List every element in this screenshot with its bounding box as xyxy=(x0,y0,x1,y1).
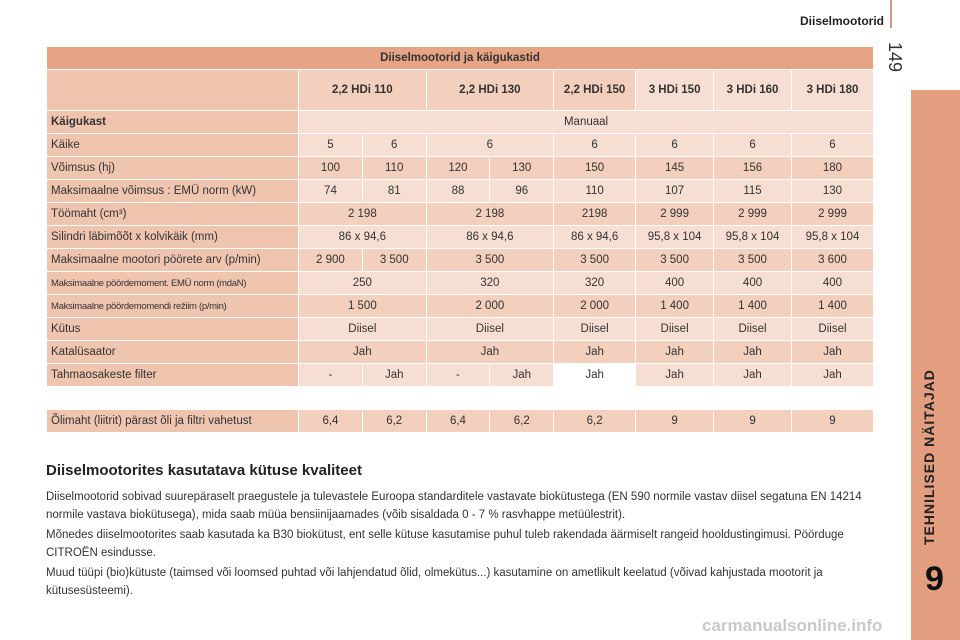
table-row xyxy=(47,410,873,432)
cell: 3 500 xyxy=(363,249,426,271)
cell: 6,4 xyxy=(299,410,362,432)
cell: 6 xyxy=(554,134,635,156)
table-row xyxy=(47,180,873,202)
chapter-side-band xyxy=(911,90,960,640)
cell: 96 xyxy=(490,180,553,202)
row-label: Käike xyxy=(47,134,298,156)
table-row xyxy=(47,157,873,179)
table-row xyxy=(47,134,873,156)
row-label: Kütus xyxy=(47,318,298,340)
model-header: 3 HDi 160 xyxy=(714,70,791,110)
cell: Diisel xyxy=(636,318,713,340)
chapter-number: 9 xyxy=(925,560,944,598)
cell: Jah xyxy=(585,369,604,381)
table-header-row xyxy=(47,70,873,110)
cell: 74 xyxy=(299,180,362,202)
cell: 320 xyxy=(554,272,635,294)
model-header: 3 HDi 150 xyxy=(636,70,713,110)
row-label: Silindri läbimõõt x kolvikäik (mm) xyxy=(47,226,298,248)
cell: Diisel xyxy=(554,318,635,340)
model-header: 3 HDi 180 xyxy=(792,70,873,110)
cell: 250 xyxy=(299,272,426,294)
cell: 2 000 xyxy=(554,295,635,317)
cell: Diisel xyxy=(427,318,554,340)
cell: 6 xyxy=(427,134,554,156)
cell: Diisel xyxy=(792,318,873,340)
cell: Jah xyxy=(636,364,713,386)
watermark-text: carmanualsonline.info xyxy=(702,616,883,635)
cell: 100 xyxy=(299,157,362,179)
cell: 95,8 x 104 xyxy=(792,226,873,248)
row-label: Maksimaalne pöördemoment. EMÜ norm (mdaN) xyxy=(47,272,298,294)
paragraph: Diiselmootorid sobivad suurepäraselt praegustele ja tulevastele Euroopa standarditele vastavate biokütustega (EN 590 normile vastav diisel segatuna EN 14214 normile vastava biokütusega), mida saab müüa bensiinijaamades (võib sisaldada 0 - 7 % rasvhappe metüülestrit). xyxy=(46,491,862,521)
cell: 2 198 xyxy=(427,203,554,225)
cell: 2 999 xyxy=(636,203,713,225)
cell: 6,2 xyxy=(363,410,426,432)
row-label: Maksimaalne pöördemomendi režiim (p/min) xyxy=(47,295,298,317)
table-row xyxy=(47,364,873,386)
header-rule xyxy=(890,0,892,28)
cell: 107 xyxy=(636,180,713,202)
cell: 2 999 xyxy=(792,203,873,225)
row-label: Töömaht (cm³) xyxy=(47,203,298,225)
row-label: Maksimaalne mootori pöörete arv (p/min) xyxy=(47,249,298,271)
cell: 2 198 xyxy=(299,203,426,225)
cell: 1 400 xyxy=(714,295,791,317)
page-number: 149 xyxy=(885,42,905,73)
table-row xyxy=(47,295,873,317)
table-row xyxy=(47,249,873,271)
cell: 86 x 94,6 xyxy=(554,226,635,248)
cell: 95,8 x 104 xyxy=(636,226,713,248)
cell: 86 x 94,6 xyxy=(299,226,426,248)
cell: 180 xyxy=(792,157,873,179)
cell: Jah xyxy=(792,364,873,386)
cell: 2198 xyxy=(554,203,635,225)
cell: 120 xyxy=(427,157,490,179)
cell: 400 xyxy=(792,272,873,294)
cell: 86 x 94,6 xyxy=(427,226,554,248)
cell: Jah xyxy=(490,364,553,386)
row-label: Käigukast xyxy=(47,111,298,133)
cell: 9 xyxy=(792,410,873,432)
cell: 320 xyxy=(427,272,554,294)
table-row xyxy=(47,111,873,133)
cell: Jah xyxy=(554,341,635,363)
cell: 2 900 xyxy=(299,249,362,271)
row-label: Tahmaosakeste filter xyxy=(47,364,298,386)
cell: 9 xyxy=(714,410,791,432)
cell: Jah xyxy=(714,341,791,363)
cell: 6,4 xyxy=(427,410,490,432)
table-row xyxy=(47,203,873,225)
cell: Jah xyxy=(792,341,873,363)
cell: 95,8 x 104 xyxy=(714,226,791,248)
cell: - xyxy=(427,364,490,386)
cell: 3 500 xyxy=(427,249,554,271)
cell: 110 xyxy=(363,157,426,179)
table-title: Diiselmootorid ja käigukastid xyxy=(47,47,873,69)
cell: 1 500 xyxy=(299,295,426,317)
row-label: Võimsus (hj) xyxy=(47,157,298,179)
cell: 6,2 xyxy=(554,410,635,432)
cell: Jah xyxy=(299,341,426,363)
cell: Diisel xyxy=(299,318,426,340)
cell: 6 xyxy=(363,134,426,156)
engine-spec-table xyxy=(46,46,874,433)
row-label: Maksimaalne võimsus : EMÜ norm (kW) xyxy=(47,180,298,202)
cell: 1 400 xyxy=(792,295,873,317)
header-title: Diiselmootorid xyxy=(799,14,884,28)
cell: 2 000 xyxy=(427,295,554,317)
cell: 2 999 xyxy=(714,203,791,225)
cell: Diisel xyxy=(714,318,791,340)
model-header: 2,2 HDi 110 xyxy=(299,70,426,110)
table-row xyxy=(47,226,873,248)
cell: 3 500 xyxy=(714,249,791,271)
row-label: Katalüsaator xyxy=(47,341,298,363)
cell: 6 xyxy=(792,134,873,156)
row-label: Õlimaht (liitrit) pärast õli ja filtri vahetust xyxy=(47,410,298,432)
model-header: 2,2 HDi 150 xyxy=(554,70,635,110)
table-row xyxy=(47,272,873,294)
cell: Jah xyxy=(714,364,791,386)
paragraph: Muud tüüpi (bio)kütuste (taimsed või loomsed puhtad või lahjendatud õlid, olmekütus...) kasutamine on ametlikult keelatud (võivad kahjustada mootorit ja kütusesüsteemi). xyxy=(46,567,823,597)
cell: 130 xyxy=(490,157,553,179)
chapter-title: TEHNILISED NÄITAJAD xyxy=(921,369,937,545)
section-title: Diiselmootorites kasutatava kütuse kvaliteet xyxy=(46,462,362,479)
cell: 156 xyxy=(714,157,791,179)
cell: 3 600 xyxy=(792,249,873,271)
cell: 145 xyxy=(636,157,713,179)
cell: 3 500 xyxy=(636,249,713,271)
cell: 110 xyxy=(554,180,635,202)
table-row xyxy=(47,341,873,363)
cell: Jah xyxy=(636,341,713,363)
cell: 9 xyxy=(636,410,713,432)
header-empty-cell xyxy=(47,70,298,110)
cell: 400 xyxy=(636,272,713,294)
table-row xyxy=(47,318,873,340)
paragraph: Mõnedes diiselmootorites saab kasutada ka B30 biokütust, ent selle kütuse kasutamise puhul tuleb rakendada äärmiselt rangeid hooldustingimusi. Pöörduge CITROËN esindusse. xyxy=(46,529,844,559)
cell: 88 xyxy=(427,180,490,202)
cell: 6,2 xyxy=(490,410,553,432)
cell: 150 xyxy=(554,157,635,179)
cell: Jah xyxy=(427,341,554,363)
cell: 5 xyxy=(299,134,362,156)
cell: 115 xyxy=(714,180,791,202)
cell: 3 500 xyxy=(554,249,635,271)
cell: 6 xyxy=(636,134,713,156)
cell: - xyxy=(299,364,362,386)
cell: 1 400 xyxy=(636,295,713,317)
cell: 6 xyxy=(714,134,791,156)
cell: Jah xyxy=(363,364,426,386)
cell: 81 xyxy=(363,180,426,202)
cell: 130 xyxy=(792,180,873,202)
model-header: 2,2 HDi 130 xyxy=(427,70,554,110)
cell: Manuaal xyxy=(299,111,873,133)
cell: 400 xyxy=(714,272,791,294)
